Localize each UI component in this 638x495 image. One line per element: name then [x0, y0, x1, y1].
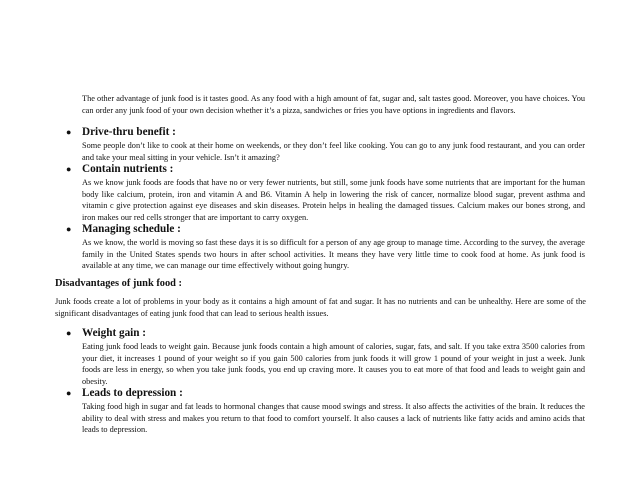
bullet-drive-thru [66, 125, 586, 163]
bullet-header [66, 326, 586, 341]
bullet-title: Managing schedule : [82, 223, 181, 235]
disadvantages-heading: Disadvantages of junk food : [55, 278, 183, 289]
bullet-title: Drive-thru benefit : [82, 126, 176, 138]
bullet-header [66, 222, 586, 237]
bullet-body: Some people don’t like to cook at their home on weekends, or they don’t feel like cooking. You can go to any junk food restaurant, and you can order and take your meal sitting in your vehicle. Isn’t it amazing? [82, 141, 585, 162]
bullet-header [66, 386, 586, 401]
bullet-title: Leads to depression : [82, 387, 183, 399]
bullet-header [66, 162, 586, 177]
bullet-title: Contain nutrients : [82, 163, 174, 175]
bullet-title: Weight gain : [82, 327, 147, 339]
bullet-body: Taking food high in sugar and fat leads to hormonal changes that cause mood swings and stress. It also affects the activities of the brain. It reduces the ability to deal with stress and makes you return to that food to comfort yourself. It also causes a lack of nutrients like fatty acids and amino acids that leads to depression. [82, 402, 585, 435]
bullet-contain-nutrients [66, 162, 586, 223]
bullet-managing-schedule [66, 222, 586, 272]
bullet-dot-icon: ● [66, 127, 72, 137]
bullet-weight-gain [66, 326, 586, 387]
bullet-body: As we know, the world is moving so fast these days it is so difficult for a person of any age group to manage time. According to the survey, the average family in the United States spends two hours in after school activities. It means they have very little time to cook food at home. As junk food is available at any time, we can manage our time effectively without going hungry. [82, 238, 585, 271]
bullet-dot-icon: ● [66, 388, 72, 398]
bullet-body: Eating junk food leads to weight gain. Because junk foods contain a high amount of calories, sugar, fats, and salt. If you take extra 3500 calories from your diet, it increases 1 pound of your weight so if you gain 500 calories from junk foods it will grow 1 pound of your weight in just a week. Junk foods are less in energy, so when you take junk foods, you end up craving more. It causes you to eat more of that food and leads to weight gain and obesity. [82, 342, 585, 386]
intro-paragraph: The other advantage of junk food is it tastes good. As any food with a high amount of fat, sugar and, salt tastes good. Moreover, you have choices. You can order any junk food of your own decision whether it’s a pizza, sandwiches or fries you have options in ingredients and flavors. [82, 94, 585, 115]
bullet-dot-icon: ● [66, 328, 72, 338]
bullet-header [66, 125, 586, 140]
bullet-dot-icon: ● [66, 224, 72, 234]
bullet-dot-icon: ● [66, 164, 72, 174]
disadvantages-intro: Junk foods create a lot of problems in your body as it contains a high amount of fat and sugar. It has no nutrients and can be unhealthy. Here are some of the significant disadvantages of eating junk food that can lead to serious health issues. [55, 297, 586, 318]
bullet-body: As we know junk foods are foods that have no or very fewer nutrients, but still, some junk foods have some nutrients that are important for the human body like calcium, protein, iron and vitamin A and B6. Vitamin A help in lowering the risk of cancer, normalize blood sugar, prevent asthma and vitamin c give protection against eye diseases and skin diseases. Protein helps in healing the damaged tissues. Calcium makes our bones strong, and iron makes our red cells stronger that are important to carry oxygen. [82, 178, 585, 222]
bullet-leads-to-depression [66, 386, 586, 436]
